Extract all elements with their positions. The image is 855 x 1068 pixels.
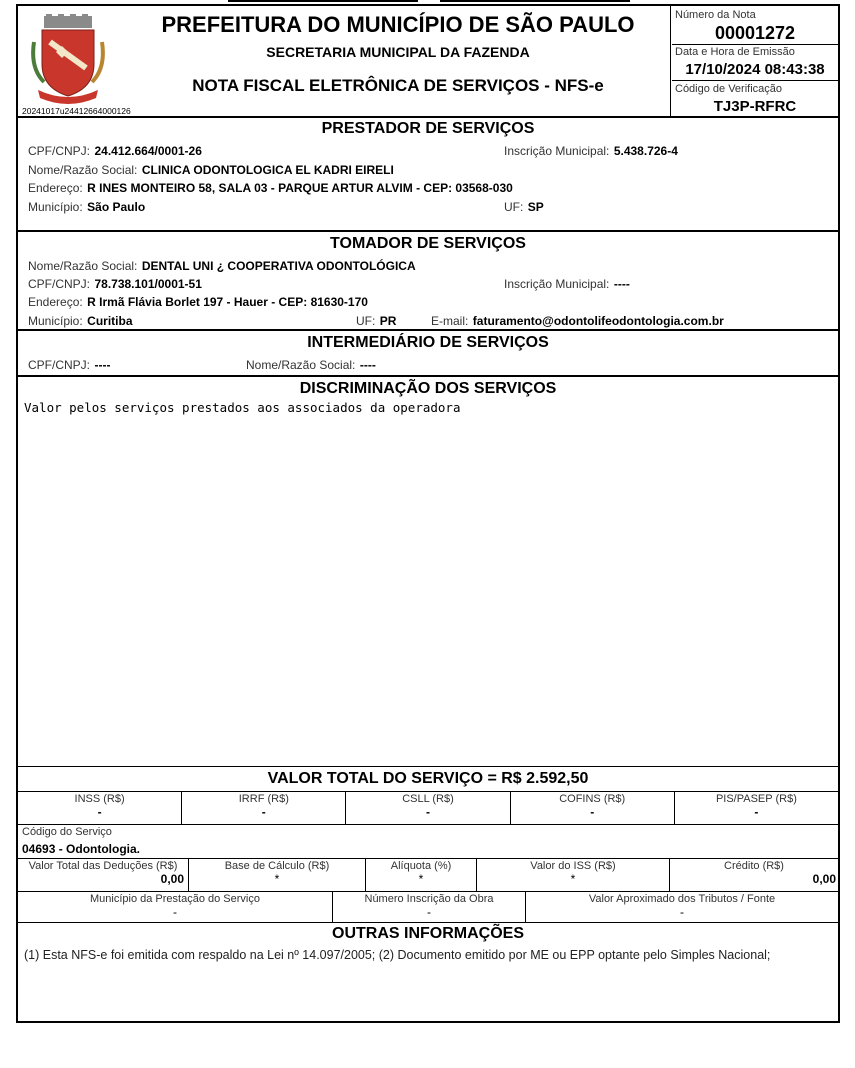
prestador-uf: SP bbox=[527, 200, 544, 214]
intermediario-title: INTERMEDIÁRIO DE SERVIÇOS bbox=[307, 334, 549, 351]
tax-label: IRRF (R$) bbox=[238, 793, 289, 805]
tomador-endereco-row bbox=[28, 293, 368, 311]
intermediario-cpf-label: CPF/CNPJ: bbox=[28, 358, 91, 372]
nfse-document bbox=[16, 4, 840, 1023]
taxes-row bbox=[18, 791, 838, 824]
tax-irrf bbox=[182, 791, 346, 824]
extra-municipio bbox=[18, 891, 333, 922]
prestador-endereco-label: Endereço: bbox=[28, 181, 83, 195]
verificacao-value: TJ3P-RFRC bbox=[713, 98, 797, 115]
tomador-nome: DENTAL UNI ¿ COOPERATIVA ODONTOLÓGICA bbox=[141, 259, 416, 273]
extra-value: - bbox=[680, 905, 684, 919]
servico-value: 04693 - Odontologia. bbox=[22, 842, 141, 856]
calc-value: 0,00 bbox=[160, 872, 184, 886]
prestador-cpf: 24.412.664/0001-26 bbox=[94, 144, 202, 158]
emissao-underline bbox=[672, 80, 838, 81]
prestador-im-label: Inscrição Municipal: bbox=[504, 144, 610, 158]
barcode-text: 20241017u24412664000126 bbox=[22, 106, 131, 116]
calc-value: * bbox=[274, 872, 280, 886]
numero-underline bbox=[672, 44, 838, 45]
tomador-email-label: E-mail: bbox=[431, 314, 469, 328]
extra-value: - bbox=[173, 905, 177, 919]
extra-label: Município da Prestação do Serviço bbox=[90, 893, 260, 905]
emissao-label: Data e Hora de Emissão bbox=[675, 46, 795, 58]
numero-value: 00001272 bbox=[714, 23, 796, 43]
calc-value: * bbox=[570, 872, 576, 886]
intermediario-cpf: ---- bbox=[94, 358, 111, 372]
extra-row bbox=[18, 891, 838, 922]
divider bbox=[18, 116, 838, 118]
prestador-im-row bbox=[504, 142, 678, 160]
divider bbox=[18, 766, 838, 767]
tomador-uf-label: UF: bbox=[356, 314, 376, 328]
prestador-nome-label: Nome/Razão Social: bbox=[28, 163, 138, 177]
tomador-endereco-label: Endereço: bbox=[28, 295, 83, 309]
discriminacao-title: DISCRIMINAÇÃO DOS SERVIÇOS bbox=[299, 380, 557, 397]
calc-label: Valor Total das Deduções (R$) bbox=[28, 860, 178, 872]
calc-deducoes bbox=[18, 858, 189, 891]
prestador-uf-label: UF: bbox=[504, 200, 524, 214]
calc-label: Alíquota (%) bbox=[390, 860, 452, 872]
header-divider bbox=[670, 6, 671, 116]
divider bbox=[18, 922, 838, 923]
extra-obra bbox=[333, 891, 526, 922]
tax-label: INSS (R$) bbox=[74, 793, 125, 805]
tomador-email: faturamento@odontolifeodontologia.com.br bbox=[472, 314, 724, 328]
tomador-im-row bbox=[504, 275, 630, 293]
divider bbox=[18, 824, 838, 825]
outras-title: OUTRAS INFORMAÇÕES bbox=[332, 925, 524, 942]
tax-csll bbox=[346, 791, 510, 824]
tax-cofins bbox=[511, 791, 675, 824]
tomador-title: TOMADOR DE SERVIÇOS bbox=[330, 235, 526, 252]
extra-label: Valor Aproximado dos Tributos / Fonte bbox=[588, 893, 776, 905]
tomador-municipio: Curitiba bbox=[87, 314, 133, 328]
extra-tributos bbox=[526, 891, 838, 922]
tax-value: - bbox=[754, 805, 759, 819]
tomador-cpf: 78.738.101/0001-51 bbox=[94, 277, 202, 291]
prestador-cpf-label: CPF/CNPJ: bbox=[28, 144, 91, 158]
tomador-municipio-label: Município: bbox=[28, 314, 83, 328]
prestador-nome: CLINICA ODONTOLOGICA EL KADRI EIRELI bbox=[141, 163, 394, 177]
tomador-im-label: Inscrição Municipal: bbox=[504, 277, 610, 291]
extra-label: Número Inscrição da Obra bbox=[364, 893, 494, 905]
calc-aliquota bbox=[366, 858, 477, 891]
intermediario-nome: ---- bbox=[359, 358, 376, 372]
prestador-nome-row bbox=[28, 161, 394, 179]
calc-label: Crédito (R$) bbox=[724, 860, 784, 872]
tax-label: COFINS (R$) bbox=[559, 793, 626, 805]
prestador-municipio-row bbox=[28, 198, 145, 216]
tomador-cpf-label: CPF/CNPJ: bbox=[28, 277, 91, 291]
header-doc-title: NOTA FISCAL ELETRÔNICA DE SERVIÇOS - NFS-e bbox=[192, 76, 604, 95]
outras-text: (1) Esta NFS-e foi emitida com respaldo na Lei nº 14.097/2005; (2) Documento emitido por ME ou EPP optante pelo Simples Nacional; bbox=[24, 948, 771, 962]
header-title: PREFEITURA DO MUNICÍPIO DE SÃO PAULO bbox=[161, 12, 635, 37]
prestador-im: 5.438.726-4 bbox=[613, 144, 678, 158]
calc-credito bbox=[670, 858, 838, 891]
discriminacao-text: Valor pelos serviços prestados aos associados da operadora bbox=[24, 400, 461, 415]
prestador-municipio-label: Município: bbox=[28, 200, 83, 214]
city-coat-of-arms bbox=[30, 12, 106, 104]
tomador-municipio-row bbox=[28, 312, 133, 330]
tax-value: - bbox=[426, 805, 430, 819]
intermediario-nome-label: Nome/Razão Social: bbox=[246, 358, 356, 372]
calc-value: * bbox=[418, 872, 424, 886]
calc-row bbox=[18, 858, 838, 891]
calc-label: Valor do ISS (R$) bbox=[530, 860, 616, 872]
tomador-email-row bbox=[431, 312, 724, 330]
divider bbox=[18, 375, 838, 377]
calc-base bbox=[189, 858, 366, 891]
prestador-municipio: São Paulo bbox=[87, 200, 146, 214]
prestador-endereco-row bbox=[28, 179, 513, 197]
tax-label: PIS/PASEP (R$) bbox=[715, 793, 797, 805]
divider bbox=[18, 329, 838, 331]
servico-label: Código do Serviço bbox=[22, 826, 112, 838]
tomador-im: ---- bbox=[613, 277, 630, 291]
tomador-endereco: R Irmã Flávia Borlet 197 - Hauer - CEP: 81630-170 bbox=[87, 295, 368, 309]
tax-value: - bbox=[97, 805, 102, 819]
tax-value: - bbox=[590, 805, 595, 819]
calc-label: Base de Cálculo (R$) bbox=[224, 860, 330, 872]
tax-pis bbox=[675, 791, 838, 824]
tomador-cpf-row bbox=[28, 275, 202, 293]
tomador-nome-row bbox=[28, 257, 416, 275]
intermediario-nome-row bbox=[246, 356, 376, 374]
extra-value: - bbox=[427, 905, 431, 919]
top-edge-mark bbox=[228, 0, 418, 2]
intermediario-cpf-row bbox=[28, 356, 110, 374]
calc-iss bbox=[477, 858, 670, 891]
top-edge-mark bbox=[440, 0, 630, 2]
tax-value: - bbox=[261, 805, 266, 819]
verificacao-label: Código de Verificação bbox=[675, 83, 783, 95]
prestador-title: PRESTADOR DE SERVIÇOS bbox=[321, 120, 535, 137]
valor-total: VALOR TOTAL DO SERVIÇO = R$ 2.592,50 bbox=[267, 770, 589, 787]
prestador-uf-row bbox=[504, 198, 544, 216]
numero-label: Número da Nota bbox=[675, 9, 756, 21]
header-subtitle: SECRETARIA MUNICIPAL DA FAZENDA bbox=[266, 44, 530, 60]
divider bbox=[18, 230, 838, 232]
tomador-nome-label: Nome/Razão Social: bbox=[28, 259, 138, 273]
prestador-cpf-row bbox=[28, 142, 202, 160]
tax-label: CSLL (R$) bbox=[402, 793, 454, 805]
tomador-uf-row bbox=[356, 312, 396, 330]
emissao-value: 17/10/2024 08:43:38 bbox=[685, 61, 825, 78]
calc-value: 0,00 bbox=[812, 872, 836, 886]
tomador-uf: PR bbox=[379, 314, 397, 328]
prestador-endereco: R INES MONTEIRO 58, SALA 03 - PARQUE ARTUR ALVIM - CEP: 03568-030 bbox=[87, 181, 513, 195]
tax-inss bbox=[18, 791, 182, 824]
